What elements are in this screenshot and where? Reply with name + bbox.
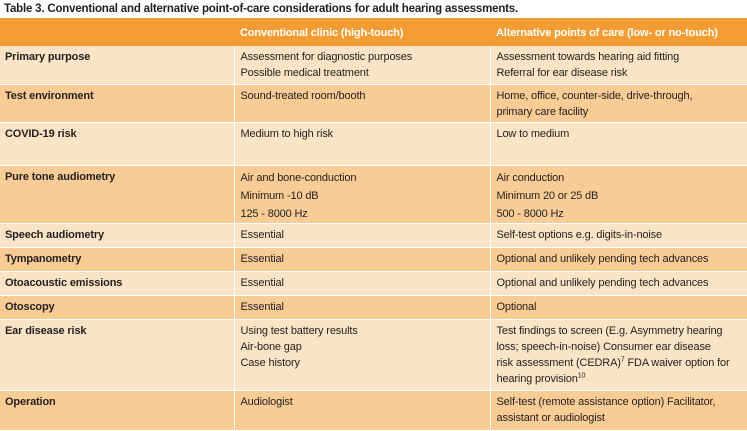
cell-line (497, 371, 742, 387)
alternative-cell (490, 122, 747, 165)
conventional-cell (234, 46, 490, 84)
cell-line: Self-test (remote assistance option) Facilitator, (496, 395, 716, 408)
reference-superscript: 7 (620, 355, 625, 363)
conventional-cell (234, 319, 490, 390)
cell-line: loss; speech-in-noise) Consumer ear disease (496, 340, 711, 353)
cell-line: Assessment for diagnostic purposes (240, 51, 413, 63)
row-label: COVID-19 risk (0, 122, 234, 165)
cell-line: Sound-treated room/booth (240, 89, 366, 102)
table-row (0, 223, 747, 247)
conventional-cell (234, 122, 490, 165)
row-label: Speech audiometry (0, 223, 234, 247)
header-blank (0, 18, 234, 46)
cell-line: Essential (240, 276, 284, 289)
conventional-cell (234, 247, 490, 271)
cell-line: Air-bone gap (240, 340, 302, 353)
cell-line: Essential (240, 228, 284, 241)
cell-line: Air conduction (496, 171, 565, 184)
table-row (0, 84, 747, 122)
cell-line: Assessment towards hearing aid fitting (496, 51, 680, 63)
table-row (0, 271, 747, 295)
table-row (0, 295, 747, 319)
cell-text: FDA waiver option for (627, 356, 730, 369)
reference-superscript: 10 (577, 371, 586, 379)
table-row (0, 46, 747, 84)
cell-line: assistant or audiologist (496, 411, 605, 424)
table-row (0, 319, 747, 390)
alternative-cell (490, 165, 747, 223)
alternative-cell (490, 271, 747, 295)
table-row (0, 247, 747, 271)
header-alternative: Alternative points of care (low- or no-touch) (490, 18, 747, 46)
row-label: Otoscopy (0, 295, 234, 319)
conventional-cell (234, 271, 490, 295)
row-label: Ear disease risk (0, 319, 234, 390)
row-label: Operation (0, 390, 234, 430)
hearing-assessment-table (0, 18, 747, 431)
table-row (0, 165, 747, 223)
cell-line: Referral for ear disease risk (496, 67, 628, 79)
header-conventional: Conventional clinic (high-touch) (234, 18, 490, 46)
alternative-cell (490, 295, 747, 319)
row-label: Primary purpose (0, 46, 234, 84)
cell-line: Home, office, counter-side, drive-through, (496, 89, 693, 102)
cell-line: Medium to high risk (240, 127, 334, 140)
cell-line: 125 - 8000 Hz (240, 207, 308, 220)
alternative-cell (490, 319, 747, 390)
conventional-cell (234, 165, 490, 223)
table-header-row (0, 18, 747, 46)
cell-text: hearing provision (496, 372, 578, 385)
cell-line: Optional and unlikely pending tech advances (496, 276, 709, 289)
row-label: Pure tone audiometry (0, 165, 234, 223)
row-label: Tympanometry (0, 247, 234, 271)
alternative-cell (490, 247, 747, 271)
alternative-cell (490, 223, 747, 247)
cell-line: 500 - 8000 Hz (496, 207, 564, 220)
conventional-cell (234, 295, 490, 319)
conventional-cell (234, 223, 490, 247)
cell-line: Air and bone-conduction (240, 171, 357, 184)
row-label: Test environment (0, 84, 234, 122)
cell-line: primary care facility (496, 105, 589, 118)
table-row (0, 390, 747, 430)
cell-line: Audiologist (240, 395, 293, 408)
alternative-cell (490, 84, 747, 122)
cell-line: Self-test options e.g. digits-in-noise (496, 228, 662, 241)
cell-line: Test findings to screen (E.g. Asymmetry hearing (496, 324, 723, 337)
cell-line: Optional (496, 300, 537, 313)
cell-line: Low to medium (496, 127, 570, 140)
row-label: Otoacoustic emissions (0, 271, 234, 295)
conventional-cell (234, 390, 490, 430)
cell-line: Minimum 20 or 25 dB (496, 189, 599, 202)
alternative-cell (490, 390, 747, 430)
cell-line (497, 355, 742, 371)
cell-line: Optional and unlikely pending tech advances (496, 252, 709, 265)
cell-line: Using test battery results (240, 324, 358, 337)
alternative-cell (490, 46, 747, 84)
conventional-cell (234, 84, 490, 122)
table-row (0, 122, 747, 165)
cell-line: Possible medical treatment (240, 67, 369, 79)
cell-line: Essential (240, 300, 284, 313)
cell-text: risk assessment (CEDRA) (496, 356, 621, 369)
cell-line: Essential (240, 252, 284, 265)
cell-line: Minimum -10 dB (240, 189, 319, 202)
table-caption: Table 3. Conventional and alternative point-of-care considerations for adult hearing assessments. (0, 0, 747, 18)
cell-line: Case history (240, 356, 300, 369)
